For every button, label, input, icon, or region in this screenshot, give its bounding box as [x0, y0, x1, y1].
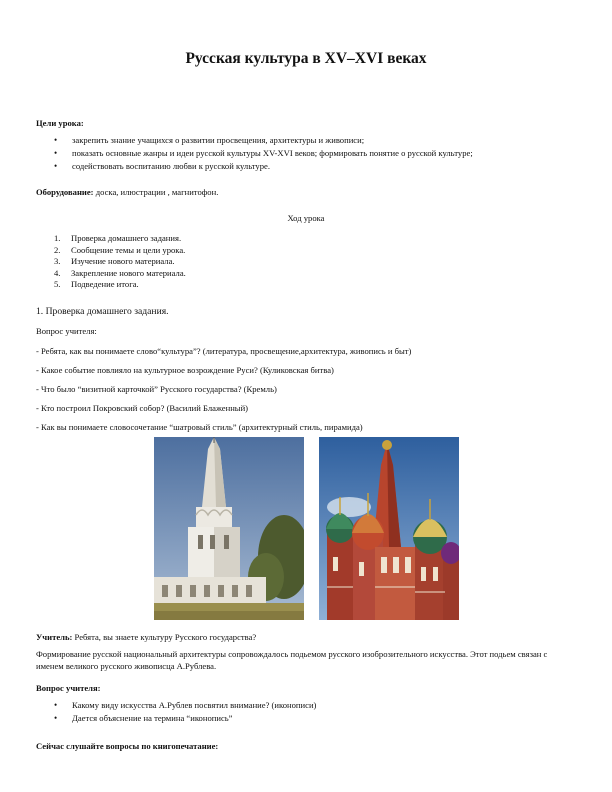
- lesson-plan-list: [36, 232, 576, 290]
- st-basil-cathedral-illustration: [319, 437, 459, 620]
- teacher-remark-text: Ребята, вы знаете культуру Русского государства?: [72, 632, 257, 642]
- teacher-label: Учитель:: [36, 632, 73, 642]
- list-item: • содействовать воспитанию любви к русской культуре.: [36, 160, 576, 173]
- teacher-question-label: Вопрос учителя:: [36, 326, 97, 336]
- closing-line: Сейчас слушайте вопросы по книгопечатание:: [36, 741, 219, 751]
- teacher-question2-heading: Вопрос учителя:: [36, 683, 101, 693]
- list-item: • закрепить знание учащихся о развитии просвещения, архитектуры и живописи;: [36, 134, 576, 147]
- equipment-label: Оборудование:: [36, 187, 94, 197]
- goals-heading: Цели урока:: [36, 118, 84, 128]
- page-title: Русская культура в XV–XVI веках: [185, 50, 427, 67]
- list-item: 4. Закрепление нового материала.: [54, 267, 186, 278]
- church-ascension-photo: [154, 437, 304, 620]
- list-item: • Дается объяснение на термина “иконопись”: [36, 712, 576, 725]
- question-2: - Какое событие повлияло на культурное возрождение Руси? (Куликовская битва): [36, 365, 334, 375]
- list-item: 3. Изучение нового материала.: [54, 256, 175, 267]
- question-1: - Ребята, как вы понимаете слово“культура”? (литература, просвещение,архитектура, живопись и быт): [36, 346, 412, 356]
- church-ascension-illustration: [154, 437, 304, 620]
- question-3: - Что было “визитной карточкой” Русского государства? (Кремль): [36, 384, 277, 394]
- st-basil-cathedral-photo: [319, 437, 459, 620]
- question-5: - Как вы понимаете словосочетание “шатровый стиль” (архитектурный стиль, пирамида): [36, 422, 363, 432]
- list-item: • показать основные жанры и идеи русской культуры XV-XVI веков; формировать понятие о русской культуре;: [36, 147, 576, 160]
- list-item: 5. Подведение итога.: [54, 279, 139, 290]
- list-item: 2. Сообщение темы и цели урока.: [54, 244, 186, 255]
- lesson-plan-heading: Ход урока: [287, 213, 325, 223]
- rublev-paragraph: Формирование русской национальный архитектуры сопровождалось подьемом русского изоброзительного искусства. Этот подьем связан с именем великого русского живописца А.Рублева.: [36, 649, 548, 671]
- list-item: • Какому виду искусства А.Рублев посвятил внимание? (иконописи): [36, 699, 576, 712]
- equipment-line: [36, 186, 218, 198]
- equipment-text: доска, илюстрации , магнитофон.: [93, 187, 219, 197]
- goals-list: [36, 134, 576, 173]
- section1-heading: 1. Проверка домашнего задания.: [36, 306, 169, 317]
- question-4: - Кто построил Покровский собор? (Василий Блаженный): [36, 403, 249, 413]
- teacher-question2-list: [36, 699, 576, 725]
- teacher-remark: [36, 631, 256, 643]
- list-item: 1. Проверка домашнего задания.: [54, 233, 182, 243]
